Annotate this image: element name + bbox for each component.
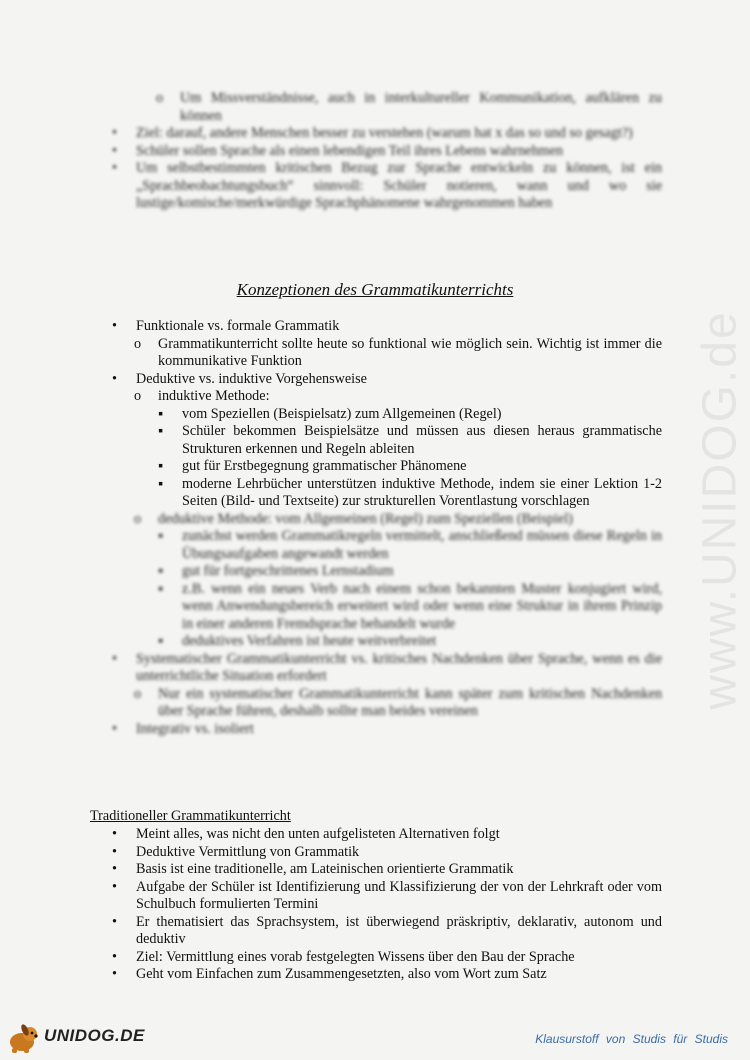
list-item-text: Integrativ vs. isoliert	[136, 720, 254, 737]
list-item	[158, 458, 662, 476]
list-item-text: gut für Erstbegegnung grammatischer Phänomene	[182, 458, 467, 474]
list-item	[158, 528, 662, 563]
bullet-marker: •	[112, 370, 117, 387]
list-item-text: moderne Lehrbücher unterstützen induktive Methode, indem sie einer Lektion 1-2 Seiten (Bild- und Textseite) zur strukturellen Vorentlastung vorschlagen	[182, 475, 662, 509]
list-item	[112, 371, 662, 389]
list-item	[112, 879, 662, 914]
bullet-marker: •	[112, 878, 117, 895]
list-item	[112, 143, 662, 161]
bullet-marker: •	[112, 966, 117, 982]
list-item-text: Er thematisiert das Sprachsystem, ist überwiegend präskriptiv, deklarativ, autonom und deduktiv	[136, 913, 662, 947]
list-item	[134, 336, 662, 371]
bullet-marker: ▪	[158, 458, 164, 474]
bullet-marker: •	[112, 913, 117, 930]
list-item-text: deduktives Verfahren ist heute weitverbreitet	[182, 633, 437, 649]
watermark-text: www.UNIDOG.de	[693, 310, 747, 710]
list-item-text: Basis ist eine traditionelle, am Lateinischen orientierte Grammatik	[136, 861, 514, 877]
list-item-text: Deduktive vs. induktive Vorgehensweise	[136, 370, 367, 387]
footer-tagline: Klausurstoff von Studis für Studis	[535, 1032, 728, 1046]
list-item-text: Meint alles, was nicht den unten aufgelisteten Alternativen folgt	[136, 826, 500, 842]
section-title: Konzeptionen des Grammatikunterrichts	[236, 280, 514, 299]
bullet-marker: ▪	[158, 475, 164, 492]
list-item-text: induktive Methode:	[158, 388, 270, 404]
list-item	[158, 633, 662, 651]
bullet-marker: •	[112, 843, 117, 860]
list-item	[112, 125, 662, 143]
blurred-preview-list	[112, 90, 662, 213]
bullet-marker: ▪	[158, 405, 164, 422]
list-item-text: zunächst werden Grammatikregeln vermittelt, anschließend müssen diese Regeln in Übungsaufgaben angewandt werden	[182, 528, 662, 562]
list-item	[112, 651, 662, 686]
list-item	[158, 406, 662, 424]
list-item	[112, 318, 662, 336]
list-item-text: gut für fortgeschrittenes Lernstadium	[182, 563, 394, 579]
bullet-marker: •	[112, 650, 117, 667]
watermark	[690, 280, 750, 740]
list-item-text: Ziel: Vermittlung eines vorab festgelegten Wissens über den Bau der Sprache	[136, 948, 575, 965]
bullet-marker: •	[112, 160, 117, 176]
list-item-text: Deduktive Vermittlung von Grammatik	[136, 843, 360, 860]
bullet-marker: o	[134, 685, 142, 702]
list-item	[134, 511, 662, 529]
bullet-marker: •	[112, 318, 117, 334]
list-item-text: z.B. wenn ein neues Verb nach einem schon bekannten Muster konjugiert wird, wenn Anwendungsbereich erweitert wird oder wenn eine Struktur in ihrem Prinzip in einer anderen Fremdsprache behandelt wurde	[182, 580, 662, 632]
list-item	[112, 914, 662, 949]
list-item	[134, 388, 662, 406]
list-item-text: deduktive Methode: vom Allgemeinen (Regel) zum Speziellen (Beispiel)	[158, 510, 573, 527]
bullet-marker: •	[112, 720, 117, 737]
list-item-text: Geht vom Einfachen zum Zusammengesetzten, also vom Wort zum Satz	[136, 966, 547, 982]
bullet-marker: ▪	[158, 423, 164, 439]
list-item	[134, 686, 662, 721]
list-item	[112, 844, 662, 862]
bullet-marker: •	[112, 125, 117, 141]
list-item	[158, 581, 662, 634]
list-item-text: Um selbstbestimmten kritischen Bezug zur Sprache entwickeln zu können, ist ein „Sprachbeobachtungsbuch“ sinnvoll: Schüler notieren, wann und wo sie lustige/komische/merkwürdige Sprachphänomene wahrgenommen haben	[136, 160, 662, 211]
unidog-logo[interactable]	[4, 1022, 164, 1054]
bullet-marker: ▪	[158, 580, 164, 597]
list-item-text: Schüler sollen Sprache als einen lebendigen Teil ihres Lebens wahrnehmen	[136, 142, 563, 159]
list-item-text: Funktionale vs. formale Grammatik	[136, 318, 340, 334]
bullet-marker: •	[112, 142, 117, 159]
bullet-marker: •	[112, 948, 117, 965]
list-item	[112, 861, 662, 879]
list-item	[112, 721, 662, 739]
list-item	[158, 476, 662, 511]
list-item	[112, 160, 662, 213]
bullet-marker: o	[134, 388, 142, 404]
traditional-heading: Traditioneller Grammatikunterricht	[90, 808, 291, 824]
bullet-marker: o	[134, 510, 142, 527]
bullet-marker: ▪	[158, 633, 164, 649]
list-item	[112, 826, 662, 844]
bullet-marker: •	[112, 826, 117, 842]
bullet-marker: ▪	[158, 563, 164, 579]
list-item	[158, 563, 662, 581]
list-item-text: Grammatikunterricht sollte heute so funktional wie möglich sein. Wichtig ist immer die kommunikative Funktion	[158, 335, 662, 369]
list-item-text: Systematischer Grammatikunterricht vs. kritisches Nachdenken über Sprache, wenn es die unterrichtliche Situation erfordert	[136, 650, 662, 684]
bullet-marker: o	[134, 335, 142, 352]
list-item	[156, 90, 662, 125]
traditional-list	[112, 826, 662, 984]
bullet-marker: •	[112, 861, 117, 877]
list-item-text: Nur ein systematischer Grammatikunterricht kann später zum kritischen Nachdenken über Sprache führen, deshalb sollte man beides vereinen	[158, 685, 662, 719]
list-item	[112, 949, 662, 967]
list-item-text: vom Speziellen (Beispielsatz) zum Allgemeinen (Regel)	[182, 405, 502, 422]
list-item	[112, 966, 662, 984]
bullet-marker: o	[156, 90, 164, 106]
list-item-text: Ziel: darauf, andere Menschen besser zu verstehen (warum hat x das so und so gesagt?)	[136, 125, 633, 141]
dog-mascot-icon	[4, 1022, 44, 1054]
list-item-text: Aufgabe der Schüler ist Identifizierung und Klassifizierung der von der Lehrkraft oder vom Schulbuch formulierten Termini	[136, 878, 662, 912]
list-item-text: Schüler bekommen Beispielsätze und müssen aus diesen heraus grammatische Strukturen erkennen und Regeln ableiten	[182, 423, 662, 457]
list-item-text: Um Missverständnisse, auch in interkultureller Kommunikation, aufklären zu können	[180, 90, 662, 124]
logo-text: UNIDOG.DE	[44, 1026, 145, 1045]
bullet-marker: ▪	[158, 528, 164, 544]
list-item	[158, 423, 662, 458]
concepts-list	[112, 318, 662, 738]
